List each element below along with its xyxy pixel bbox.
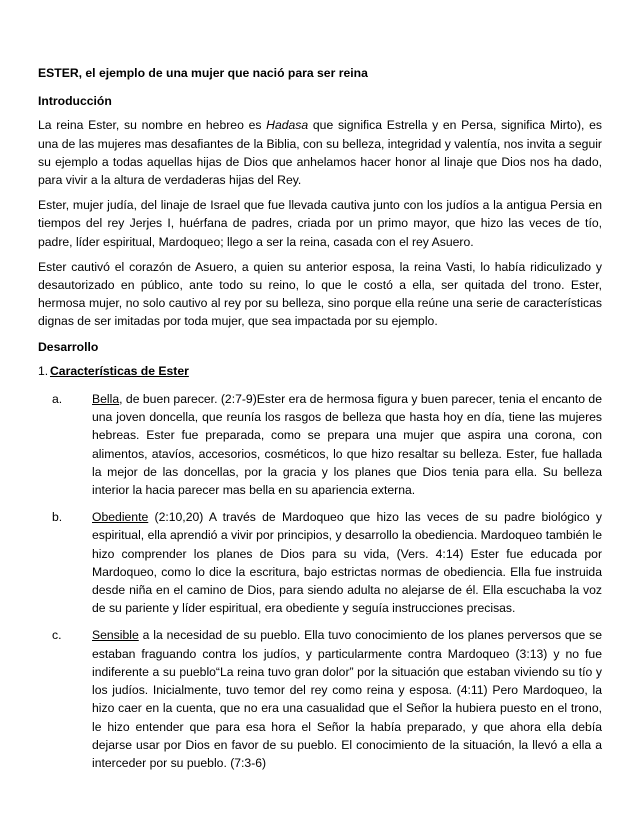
list-item-body xyxy=(92,390,602,499)
intro-paragraph-2: Ester, mujer judía, del linaje de Israel que fue llevada cautiva junto con los judíos a la antigua Persia en tiempos del rey Jerjes I, huérfana de padres, criada por un primo mayor, que hizo las veces de tío, padre, líder espiritual, Mardoqueo; llego a ser la reina, casada con el rey Asuero. xyxy=(38,198,602,249)
list-item-keyword: Sensible xyxy=(92,628,139,643)
list-item-obediente xyxy=(38,508,602,617)
document-title: ESTER, el ejemplo de una mujer que nació para ser reina xyxy=(38,66,368,80)
intro-heading: Introducción xyxy=(38,94,112,109)
list-item-text: , de buen parecer. (2:7-9)Ester era de hermosa figura y buen parecer, tenia el encanto de una joven doncella, que reunía los rasgos de belleza que hasta hoy en día, tiene las mujeres hebreas. Ester fue preparada, como se prepara una mujer que aspira una corona, con alimentos, atavíos, accesorios, cosméticos, lo que hizo resaltar su belleza. Ester, fue hallada la mejor de las doncellas, por la gracia y los planes que Dios tenia para ella. Su belleza interior la hacia parecer mas bella en su apariencia externa. xyxy=(92,392,602,498)
list-item-bella xyxy=(38,390,602,499)
characteristics-list xyxy=(38,390,602,772)
intro-p1-after: que significa Estrella y en Persa, significa Mirto), es una de las mujeres mas desafiantes de la Biblia, con su belleza, integridad y valentía, nos invita a seguir su ejemplo a todas aquellas hijas de Dios que anhelamos hacer honor al linaje que Dios nos ha dado, para vivir a la altura de verdaderas hijas del Rey. xyxy=(38,118,602,188)
list-item-keyword: Obediente xyxy=(92,510,149,525)
intro-p1-italic: Hadasa xyxy=(266,118,309,133)
intro-p1-before: La reina Ester, su nombre en hebreo es xyxy=(38,118,267,133)
intro-paragraph-3: Ester cautivó el corazón de Asuero, a quien su anterior esposa, la reina Vasti, lo había ridiculizado y desautorizado en público, ante todo su reino, lo que le costó a ella, ser quitada del trono. Ester, hermosa mujer, no solo cautivo al rey por su belleza, sino porque ella reúne una serie de características dignas de ser imitadas por toda mujer, que sea impactada por su ejemplo. xyxy=(38,259,602,329)
intro-paragraph-1 xyxy=(38,116,602,189)
list-item-text: (2:10,20) A través de Mardoqueo que hizo las veces de su padre biológico y espiritual, ella aprendió a vivir por principios, y desarrollo la obediencia. Mardoqueo también le hizo comprender los planes de Dios para su vida, (Vers. 4:14) Ester fue educada por Mardoqueo, como lo dice la escritura, bajo estrictas normas de obediencia. Ella fue instruida desde niña en el camino de Dios, para siendo adulta no alejarse de él. Ella escuchaba la voz de su pariente y líder espiritual, era obediente y seguía instrucciones precisas. xyxy=(92,510,602,616)
list-item-body xyxy=(92,508,602,617)
list-number: 1. xyxy=(38,363,49,378)
numbered-list-heading xyxy=(38,362,602,380)
list-item-keyword: Bella xyxy=(92,392,120,407)
list-item-sensible xyxy=(38,626,602,772)
list-item-letter: c. xyxy=(52,628,62,643)
list-heading-label: Características de Ester xyxy=(50,363,189,378)
list-item-letter: a. xyxy=(52,392,63,407)
list-item-body xyxy=(92,626,602,772)
list-item-text: a la necesidad de su pueblo. Ella tuvo conocimiento de los planes perversos que se estaban fraguando contra los judíos, y particularmente contra Mardoqueo (3:13) y no fue indiferente a su pueblo“La reina tuvo gran dolor” por la situación que estaban viviendo su tío y los judíos. Inicialmente, tuvo temor del rey como reina y esposa. (4:11) Pero Mardoqueo, la hizo caer en la cuenta, que no era una casualidad que el Señor la hubiera puesto en el trono, le hizo entender que para esa hora el Señor la había preparado, y que ahora ella debía dejarse usar por Dios en favor de su pueblo. El conocimiento de la situación, la llevó a ella a interceder por su pueblo. (7:3-6) xyxy=(92,628,602,770)
development-heading: Desarrollo xyxy=(38,339,99,354)
document-page xyxy=(38,64,602,781)
list-item-letter: b. xyxy=(52,510,63,525)
